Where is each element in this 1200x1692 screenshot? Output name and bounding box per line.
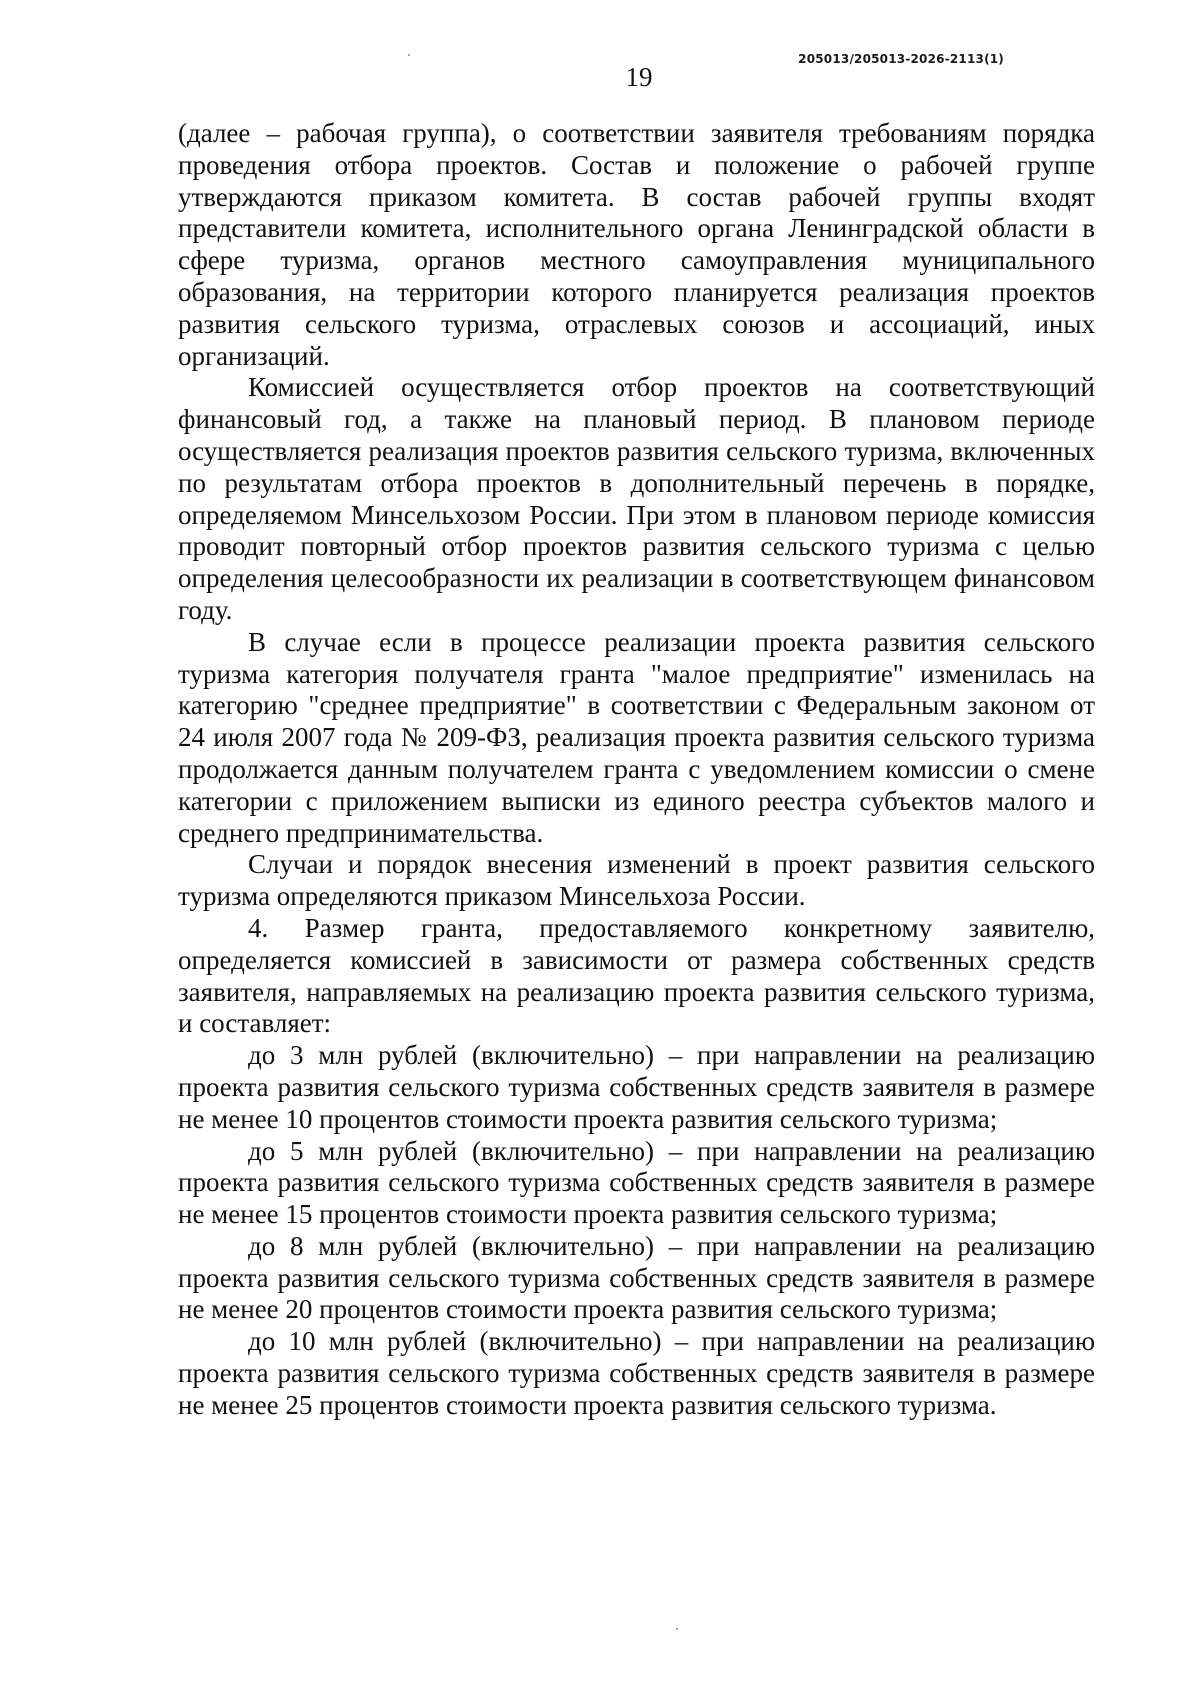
document-code: 205013/205013-2026-2113(1) xyxy=(798,52,1004,66)
paragraph-project-changes: Случаи и порядок внесения изменений в проект развития сельского туризма определяются приказом Минсельхоза России. xyxy=(178,849,1095,912)
scan-speck xyxy=(676,1628,678,1630)
paragraph-grant-tier-10mln: до 10 млн рублей (включительно) – при направлении на реализацию проекта развития сельского туризма собственных средств заявителя в размере не менее 25 процентов стоимости проекта развития сельского туризма. xyxy=(178,1326,1095,1420)
paragraph-category-change: В случае если в процессе реализации проекта развития сельского туризма категория получателя гранта "малое предприятие" изменилась на категорию "среднее предприятие" в соответствии с Федеральным законом от 24 июля 2007 года № 209-ФЗ, реализация проекта развития сельского туризма продолжается данным получателем гранта с уведомлением комиссии о смене категории с приложением выписки из единого реестра субъектов малого и среднего предпринимательства. xyxy=(178,626,1095,848)
paragraph-grant-tier-8mln: до 8 млн рублей (включительно) – при направлении на реализацию проекта развития сельского туризма собственных средств заявителя в размере не менее 20 процентов стоимости проекта развития сельского туризма; xyxy=(178,1230,1095,1325)
paragraph-working-group: (далее – рабочая группа), о соответствии заявителя требованиям порядка проведения отбора проектов. Состав и положение о рабочей группе утверждаются приказом комитета. В состав рабочей группы входят представители комитета, исполнительного органа Ленинградской области в сфере туризма, органов местного самоуправления муниципального образования, на территории которого планируется реализация проектов развития сельского туризма, отраслевых союзов и ассоциаций, иных организаций. xyxy=(178,118,1095,371)
document-body xyxy=(178,118,1095,1422)
paragraph-commission-selection: Комиссией осуществляется отбор проектов на соответствующий финансовый год, а также на плановый период. В плановом периоде осуществляется реализация проектов развития сельского туризма, включенных по результатам отбора проектов в дополнительный перечень в порядке, определяемом Минсельхозом России. При этом в плановом периоде комиссия проводит повторный отбор проектов развития сельского туризма с целью определения целесообразности их реализации в соответствующем финансовом году. xyxy=(178,372,1095,625)
page-number: 19 xyxy=(625,62,653,92)
paragraph-grant-tier-3mln: до 3 млн рублей (включительно) – при направлении на реализацию проекта развития сельского туризма собственных средств заявителя в размере не менее 10 процентов стоимости проекта развития сельского туризма; xyxy=(178,1040,1095,1134)
paragraph-grant-size: 4. Размер гранта, предоставляемого конкретному заявителю, определяется комиссией в зависимости от размера собственных средств заявителя, направляемых на реализацию проекта развития сельского туризма, и составляет: xyxy=(178,912,1095,1039)
scan-speck xyxy=(408,54,410,56)
paragraph-grant-tier-5mln: до 5 млн рублей (включительно) – при направлении на реализацию проекта развития сельского туризма собственных средств заявителя в размере не менее 15 процентов стоимости проекта развития сельского туризма; xyxy=(178,1135,1095,1230)
